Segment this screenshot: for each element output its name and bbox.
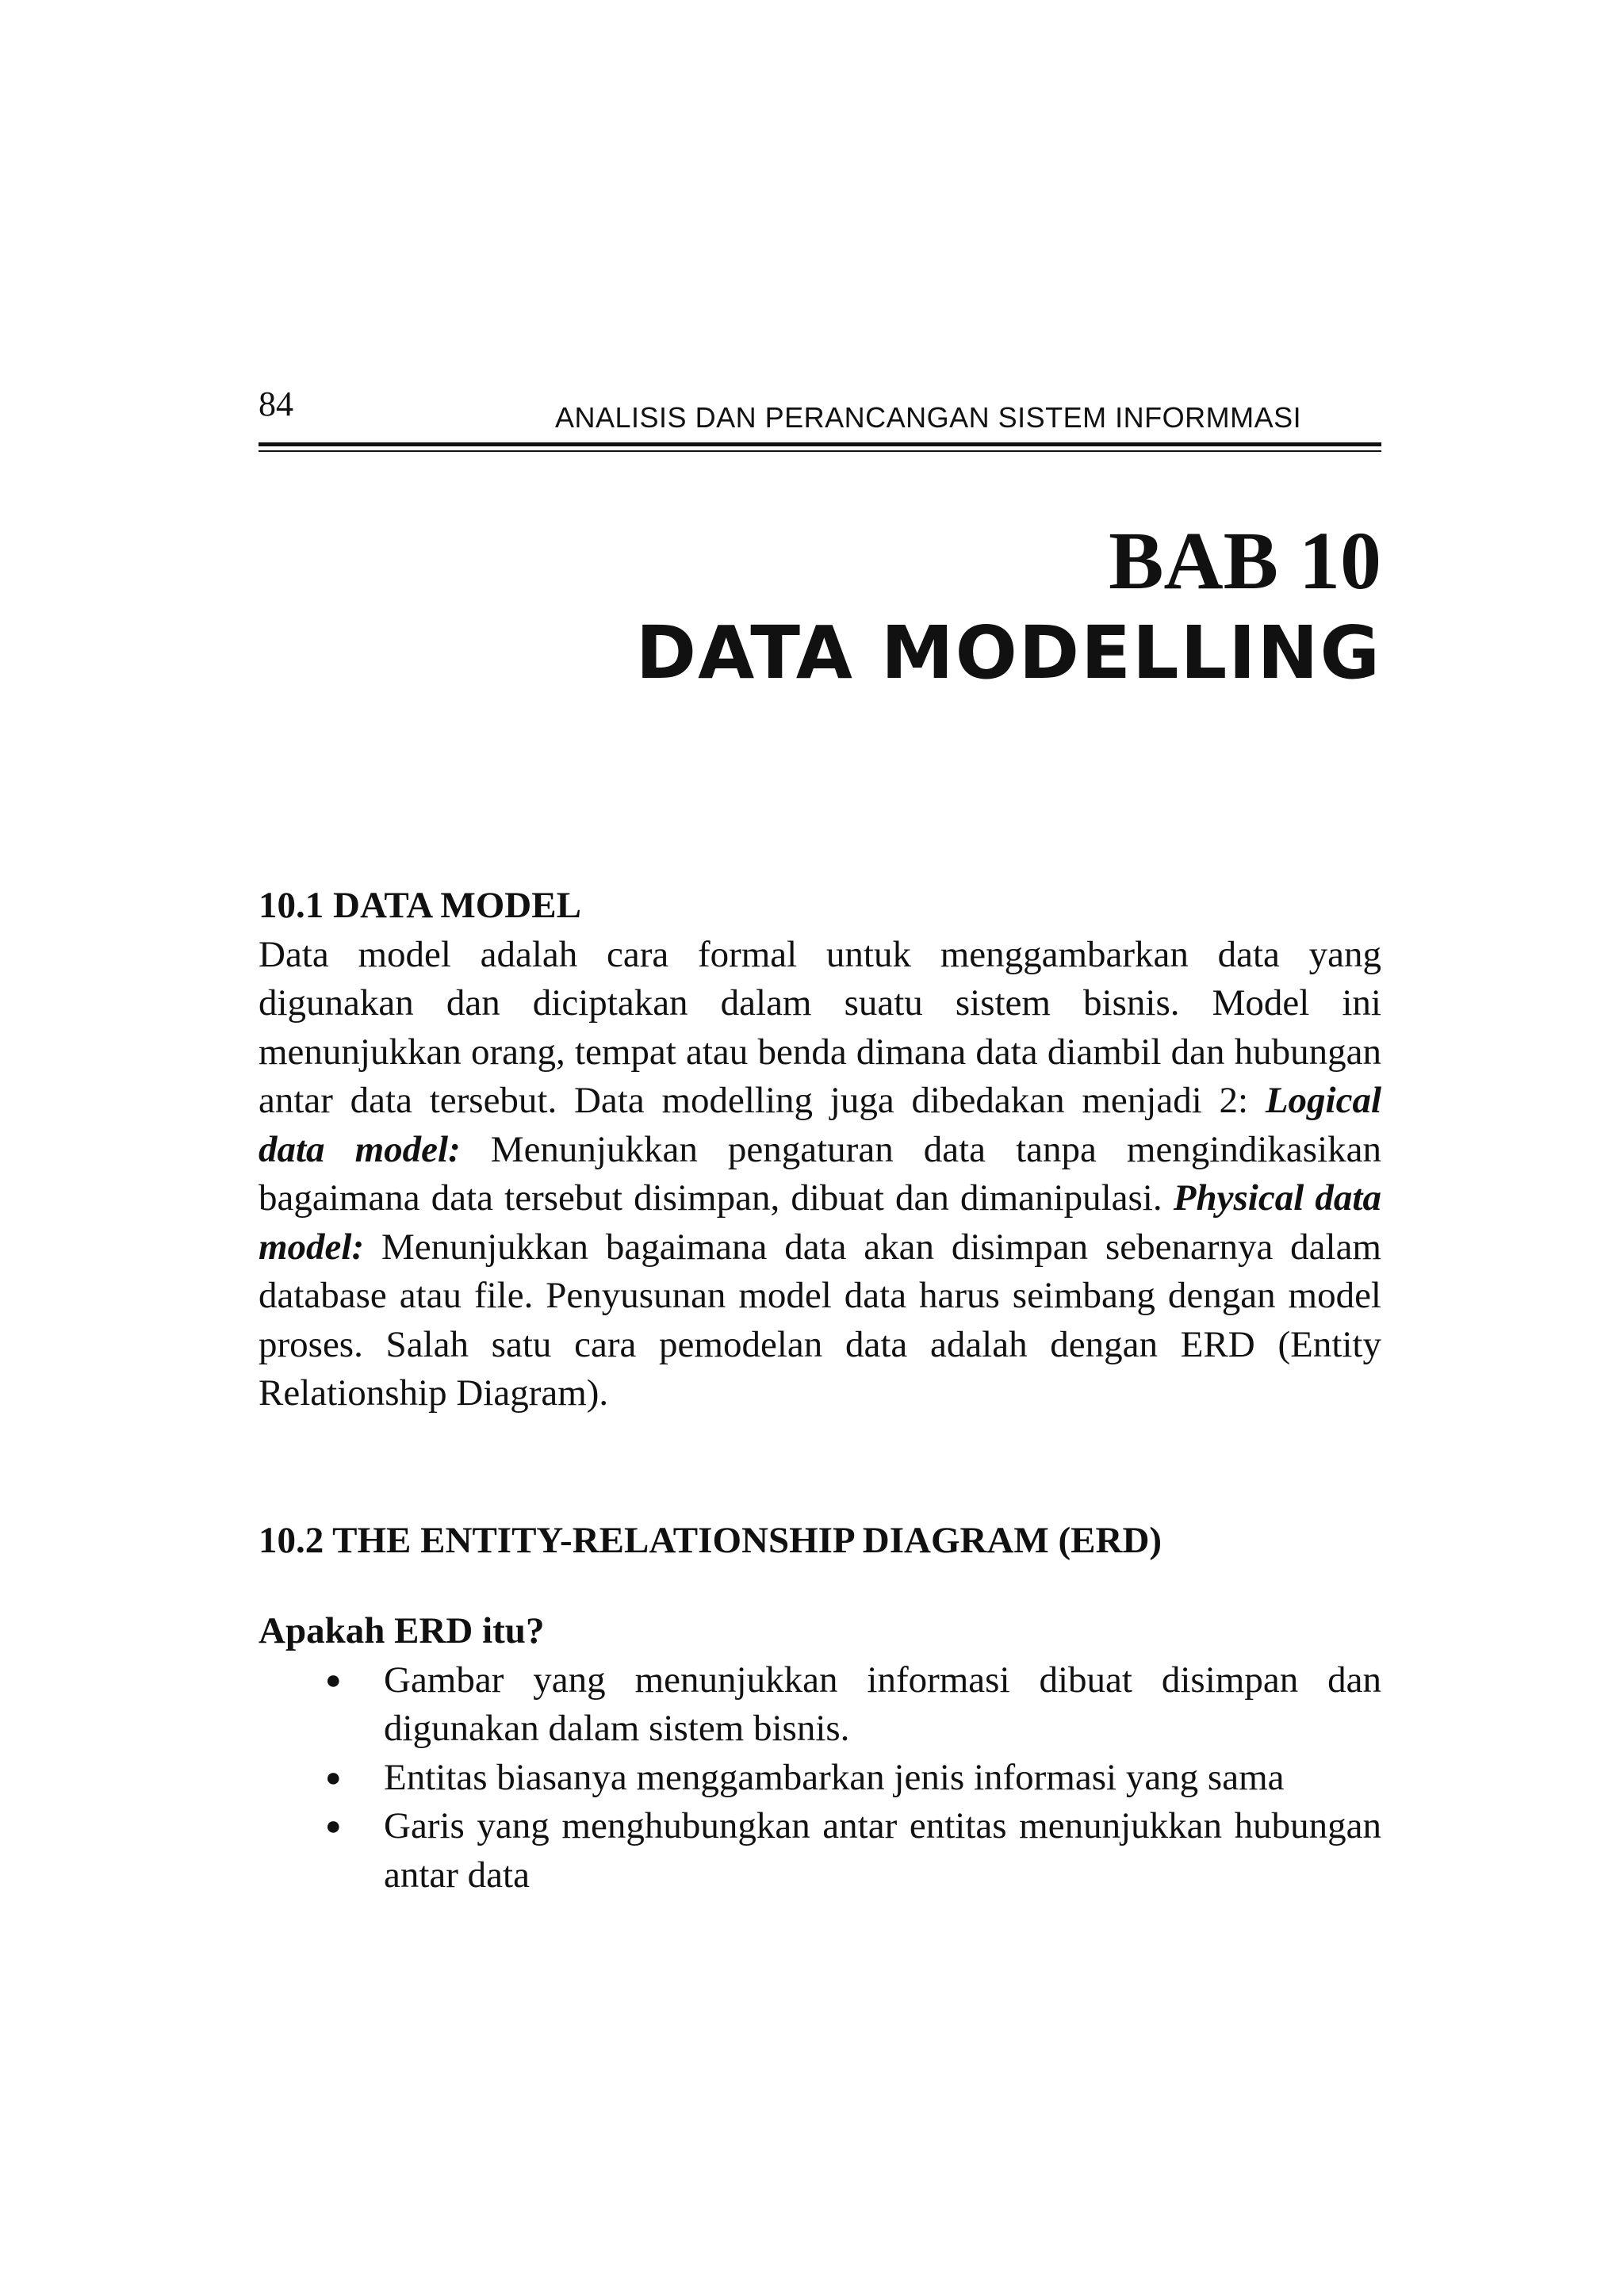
section-heading-data-model: 10.1 DATA MODEL xyxy=(259,885,581,926)
list-item xyxy=(259,1802,1381,1900)
erd-bullet-list xyxy=(259,1656,1381,1900)
paragraph-text-2: Menunjukkan pengaturan data tanpa mengindikasikan bagaimana data tersebut disimpan, dibuat dan dimanipulasi. xyxy=(259,1128,1381,1219)
header-rule-thick xyxy=(259,442,1381,446)
header-rule-thin xyxy=(259,450,1381,452)
term-physical-data-model: Physical data model: xyxy=(259,1177,1381,1268)
list-item-text: Garis yang menghubungkan antar entitas menunjukkan hubungan antar data xyxy=(384,1805,1381,1896)
subsection-gap xyxy=(259,1565,1381,1607)
list-item-text: Gambar yang menunjukkan informasi dibuat disimpan dan digunakan dalam sistem bisnis. xyxy=(384,1659,1381,1749)
subheading-what-is-erd: Apakah ERD itu? xyxy=(259,1610,545,1651)
data-model-paragraph xyxy=(259,931,1381,1418)
chapter-number: BAB 10 xyxy=(1109,515,1381,607)
list-item xyxy=(259,1656,1381,1754)
bullet-icon: ● xyxy=(325,1812,342,1841)
page-number: 84 xyxy=(259,385,293,423)
term-logical-data-model: Logical data model: xyxy=(259,1080,1381,1170)
bullet-icon: ● xyxy=(325,1665,342,1695)
section-heading-erd: 10.2 THE ENTITY-RELATIONSHIP DIAGRAM (ERD) xyxy=(259,1519,1162,1561)
section-gap xyxy=(259,1418,1381,1517)
list-item xyxy=(259,1754,1381,1803)
paragraph-text-1: Data model adalah cara formal untuk menggambarkan data yang digunakan dan diciptakan dalam suatu sistem bisnis. Model ini menunjukkan orang, tempat atau benda dimana data diambil dan hubungan antar data tersebut. Data modelling juga dibedakan menjadi 2: xyxy=(259,933,1381,1121)
running-head: ANALISIS DAN PERANCANGAN SISTEM INFORMMASI xyxy=(555,401,1302,434)
paragraph-text-3: Menunjukkan bagaimana data akan disimpan sebenarnya dalam database atau file. Penyusunan model data harus seimbang dengan model proses. Salah satu cara pemodelan data adalah dengan ERD (Entity Relationship Diagram). xyxy=(259,1226,1381,1414)
bullet-icon: ● xyxy=(325,1762,342,1793)
list-item-text: Entitas biasanya menggambarkan jenis informasi yang sama xyxy=(384,1756,1285,1798)
body-content xyxy=(259,882,1381,1900)
chapter-title: DATA MODELLING xyxy=(635,610,1381,695)
